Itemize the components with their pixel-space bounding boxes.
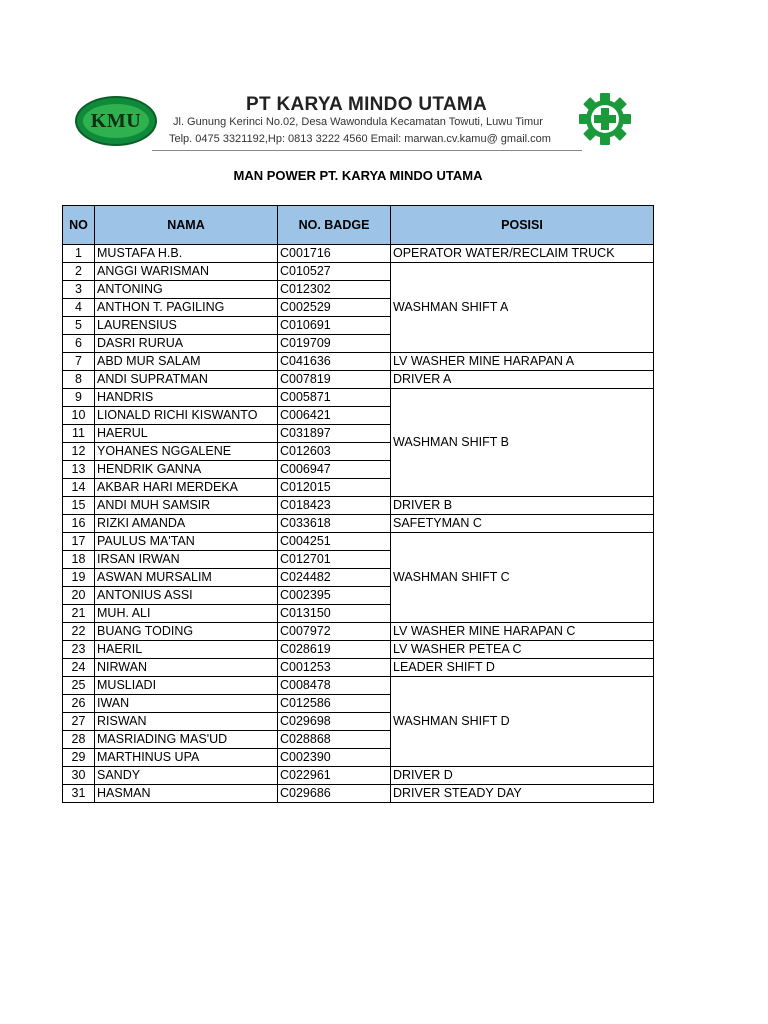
company-contact: Telp. 0475 3321192,Hp: 0813 3222 4560 Email: marwan.cv.kamu@ gmail.com [169,133,551,145]
cell-no: 25 [63,677,95,695]
cell-no: 10 [63,407,95,425]
cell-badge: C010691 [278,317,391,335]
cell-no: 3 [63,281,95,299]
kmu-logo-text: KMU [90,109,142,132]
cell-no: 6 [63,335,95,353]
cell-nama: YOHANES NGGALENE [95,443,278,461]
cell-no: 1 [63,245,95,263]
cell-nama: HENDRIK GANNA [95,461,278,479]
cell-posisi: WASHMAN SHIFT D [391,677,654,767]
cell-posisi: DRIVER B [391,497,654,515]
cell-no: 31 [63,785,95,803]
cell-no: 22 [63,623,95,641]
cell-no: 30 [63,767,95,785]
cell-nama: ANTONING [95,281,278,299]
cell-no: 28 [63,731,95,749]
cell-nama: ANDI SUPRATMAN [95,371,278,389]
cell-nama: LAURENSIUS [95,317,278,335]
cell-badge: C031897 [278,425,391,443]
table-row [63,245,654,263]
document-title-text: MAN POWER PT. KARYA MINDO UTAMA [233,168,483,183]
cell-no: 8 [63,371,95,389]
cell-badge: C028868 [278,731,391,749]
cell-posisi: LV WASHER MINE HARAPAN A [391,353,654,371]
cell-nama: HAERUL [95,425,278,443]
cell-nama: IWAN [95,695,278,713]
cell-posisi: WASHMAN SHIFT A [391,263,654,353]
cell-nama: MUH. ALI [95,605,278,623]
cell-badge: C013150 [278,605,391,623]
cell-posisi: OPERATOR WATER/RECLAIM TRUCK [391,245,654,263]
cell-badge: C002395 [278,587,391,605]
cell-badge: C004251 [278,533,391,551]
cell-nama: ANTONIUS ASSI [95,587,278,605]
cell-badge: C029686 [278,785,391,803]
table-row [63,641,654,659]
column-header-nama: NAMA [95,206,278,245]
cell-no: 18 [63,551,95,569]
column-header-badge: NO. BADGE [278,206,391,245]
cell-posisi: LV WASHER MINE HARAPAN C [391,623,654,641]
cell-nama: ANTHON T. PAGILING [95,299,278,317]
cell-badge: C007819 [278,371,391,389]
cell-badge: C028619 [278,641,391,659]
cell-nama: IRSAN IRWAN [95,551,278,569]
cell-badge: C018423 [278,497,391,515]
safety-gear-cross-icon [570,92,640,146]
table-row [63,659,654,677]
cell-nama: PAULUS MA'TAN [95,533,278,551]
cell-badge: C002529 [278,299,391,317]
cell-no: 12 [63,443,95,461]
cell-nama: RISWAN [95,713,278,731]
cell-badge: C001253 [278,659,391,677]
cell-nama: LIONALD RICHI KISWANTO [95,407,278,425]
cell-nama: ANGGI WARISMAN [95,263,278,281]
cell-posisi: SAFETYMAN C [391,515,654,533]
cell-posisi: LV WASHER PETEA C [391,641,654,659]
cell-nama: DASRI RURUA [95,335,278,353]
cell-badge: C012603 [278,443,391,461]
cell-no: 24 [63,659,95,677]
table-row [63,623,654,641]
manpower-table [62,205,654,803]
table-row [63,515,654,533]
cell-nama: ABD MUR SALAM [95,353,278,371]
table-row [63,497,654,515]
cell-no: 5 [63,317,95,335]
cell-no: 2 [63,263,95,281]
cell-no: 17 [63,533,95,551]
cell-badge: C012701 [278,551,391,569]
cell-no: 16 [63,515,95,533]
cell-nama: BUANG TODING [95,623,278,641]
cell-no: 26 [63,695,95,713]
kmu-logo [75,96,157,146]
cell-nama: MARTHINUS UPA [95,749,278,767]
cell-nama: HAERIL [95,641,278,659]
cell-badge: C010527 [278,263,391,281]
table-row [63,533,654,551]
document-title [0,168,768,183]
table-row [63,389,654,407]
cell-badge: C033618 [278,515,391,533]
cell-badge: C012302 [278,281,391,299]
cell-nama: ANDI MUH SAMSIR [95,497,278,515]
cell-no: 13 [63,461,95,479]
table-header-row [63,206,654,245]
cell-badge: C006947 [278,461,391,479]
header-divider [152,150,582,151]
cell-nama: MASRIADING MAS'UD [95,731,278,749]
table-row [63,677,654,695]
column-header-no: NO [63,206,95,245]
cell-badge: C029698 [278,713,391,731]
cell-no: 23 [63,641,95,659]
cell-nama: HASMAN [95,785,278,803]
cell-posisi: WASHMAN SHIFT B [391,389,654,497]
cell-badge: C005871 [278,389,391,407]
cell-badge: C007972 [278,623,391,641]
table-row [63,263,654,281]
company-address: Jl. Gunung Kerinci No.02, Desa Wawondula Kecamatan Towuti, Luwu Timur [173,116,543,128]
cell-no: 19 [63,569,95,587]
table-row [63,353,654,371]
cell-no: 11 [63,425,95,443]
table-row [63,785,654,803]
cell-badge: C006421 [278,407,391,425]
cell-nama: HANDRIS [95,389,278,407]
letterhead [70,88,645,154]
cell-no: 29 [63,749,95,767]
cell-nama: SANDY [95,767,278,785]
column-header-posisi: POSISI [391,206,654,245]
cell-nama: MUSLIADI [95,677,278,695]
cell-badge: C019709 [278,335,391,353]
cell-nama: MUSTAFA H.B. [95,245,278,263]
cell-no: 9 [63,389,95,407]
cell-nama: AKBAR HARI MERDEKA [95,479,278,497]
cell-no: 27 [63,713,95,731]
cell-badge: C041636 [278,353,391,371]
cell-no: 21 [63,605,95,623]
table-body [63,245,654,803]
table-row [63,767,654,785]
cell-posisi: DRIVER STEADY DAY [391,785,654,803]
cell-badge: C022961 [278,767,391,785]
cell-no: 7 [63,353,95,371]
cell-badge: C008478 [278,677,391,695]
cell-no: 14 [63,479,95,497]
table-row [63,371,654,389]
cell-badge: C012015 [278,479,391,497]
cell-badge: C001716 [278,245,391,263]
cell-posisi: WASHMAN SHIFT C [391,533,654,623]
cell-posisi: DRIVER D [391,767,654,785]
cell-nama: NIRWAN [95,659,278,677]
cell-no: 15 [63,497,95,515]
cell-badge: C002390 [278,749,391,767]
cell-posisi: DRIVER A [391,371,654,389]
cell-posisi: LEADER SHIFT D [391,659,654,677]
cell-badge: C024482 [278,569,391,587]
cell-no: 20 [63,587,95,605]
cell-no: 4 [63,299,95,317]
cell-nama: ASWAN MURSALIM [95,569,278,587]
company-name: PT KARYA MINDO UTAMA [246,94,488,115]
cell-badge: C012586 [278,695,391,713]
cell-nama: RIZKI AMANDA [95,515,278,533]
